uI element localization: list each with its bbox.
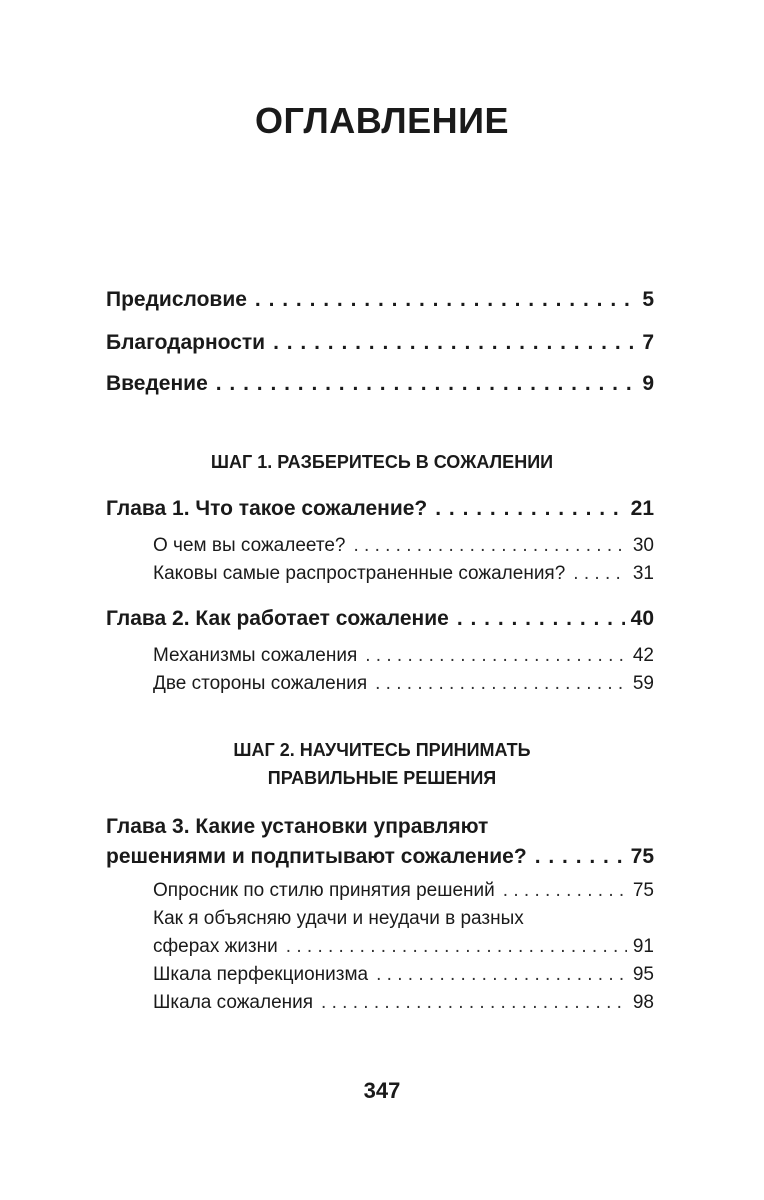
dot-leader [573, 563, 627, 585]
toc-subentry[interactable] [153, 563, 654, 585]
toc-subentry[interactable] [153, 936, 654, 958]
toc-entry-chapter2[interactable] [106, 607, 654, 631]
toc-subentry[interactable] [153, 645, 654, 667]
page-title: ОГЛАВЛЕНИЕ [254, 100, 510, 141]
dot-leader [376, 964, 627, 986]
toc-entry-page: 40 [630, 607, 654, 630]
toc-entry-page: 98 [632, 992, 654, 1013]
toc-subentry[interactable] [153, 992, 654, 1014]
toc-entry-page: 5 [642, 288, 654, 311]
toc-entry-page: 31 [632, 563, 654, 584]
toc-entry-page: 42 [632, 645, 654, 666]
toc-entry-label: решениями и подпитывают сожаление? [106, 845, 527, 868]
toc-entry-acknowledgments[interactable] [106, 331, 654, 355]
dot-leader [353, 535, 626, 557]
toc-entry-label: Две стороны сожаления [153, 673, 368, 694]
toc-entry-label: О чем вы сожалеете? [153, 535, 346, 556]
toc-entry-label: Благодарности [106, 331, 266, 354]
page-number: 347 [363, 1078, 401, 1103]
dot-leader [321, 992, 627, 1014]
toc-entry-page: 75 [632, 880, 654, 901]
toc-entry-page: 95 [632, 964, 654, 985]
toc-entry-chapter3[interactable] [106, 845, 654, 869]
toc-entry-label: сферах жизни [153, 936, 278, 957]
step1-heading: ШАГ 1. РАЗБЕРИТЕСЬ В СОЖАЛЕНИИ [210, 452, 554, 472]
dot-leader [503, 880, 627, 902]
dot-leader [216, 372, 637, 396]
toc-entry-preface[interactable] [106, 288, 654, 312]
toc-entry-page: 59 [632, 673, 654, 694]
toc-subentry[interactable] [153, 964, 654, 986]
toc-entry-label: Глава 1. Что такое сожаление? [106, 497, 428, 520]
toc-entry-page: 91 [632, 936, 654, 957]
toc-entry-label: Глава 2. Как работает сожаление [106, 607, 449, 630]
dot-leader [286, 936, 627, 958]
toc-entry-label: Предисловие [106, 288, 247, 311]
step2-heading-line2: ПРАВИЛЬНЫЕ РЕШЕНИЯ [267, 768, 497, 788]
toc-entry-page: 9 [642, 372, 654, 395]
dot-leader [255, 288, 636, 312]
toc-subentry[interactable] [153, 673, 654, 695]
toc-entry-introduction[interactable] [106, 372, 654, 396]
toc-entry-page: 30 [632, 535, 654, 556]
dot-leader [375, 673, 627, 695]
dot-leader [273, 331, 636, 355]
toc-entry-label: Механизмы сожаления [153, 645, 358, 666]
toc-subentry[interactable] [153, 535, 654, 557]
toc-entry-label: Введение [106, 372, 208, 395]
toc-subentry[interactable] [153, 880, 654, 902]
dot-leader [435, 497, 624, 521]
toc-entry-chapter1[interactable] [106, 497, 654, 521]
toc-entry-page: 7 [642, 331, 654, 354]
toc-entry-page: 21 [630, 497, 654, 520]
toc-entry-label: Шкала перфекционизма [153, 964, 369, 985]
toc-entry-chapter3-line1[interactable]: Глава 3. Какие установки управляют [106, 815, 489, 838]
toc-entry-label: Каковы самые распространенные сожаления? [153, 563, 566, 584]
step2-heading-line1: ШАГ 2. НАУЧИТЕСЬ ПРИНИМАТЬ [233, 740, 531, 760]
toc-entry-label: Шкала сожаления [153, 992, 314, 1013]
dot-leader [365, 645, 627, 667]
toc-entry-label: Опросник по стилю принятия решений [153, 880, 495, 901]
dot-leader [535, 845, 625, 869]
toc-entry-page: 75 [630, 845, 654, 868]
dot-leader [457, 607, 625, 631]
toc-subentry-line1[interactable]: Как я объясняю удачи и неудачи в разных [153, 908, 524, 929]
